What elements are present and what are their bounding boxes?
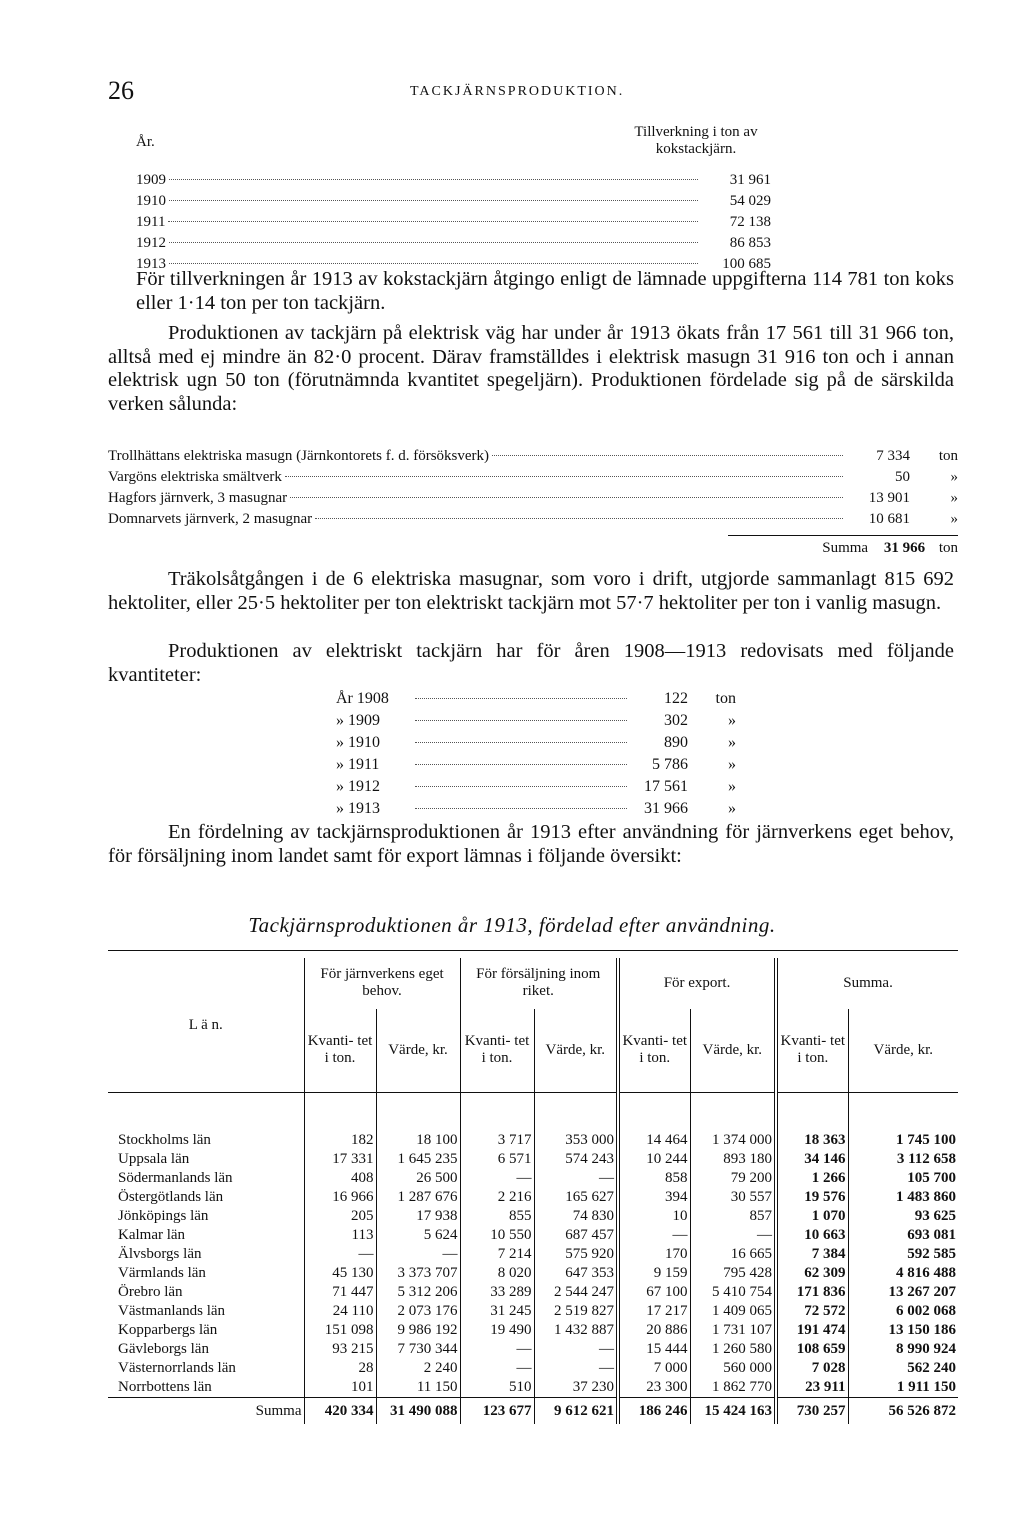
paragraph-electric-years: Produktionen av elektriskt tackjärn har för åren 1908—1913 redovisats med följande kvantiteter:	[108, 640, 954, 686]
data-cell: 108 659	[776, 1340, 848, 1359]
data-cell: 2 240	[376, 1359, 460, 1378]
leader-dots	[169, 200, 698, 201]
table-row	[108, 1359, 958, 1378]
coke-iron-table-header	[136, 120, 786, 172]
value-subheader: Värde, kr.	[848, 1009, 958, 1093]
sum-label: Summa	[108, 1398, 304, 1425]
spacer-cell	[618, 1093, 690, 1132]
value-subheader: Värde, kr.	[534, 1009, 618, 1093]
data-cell: 855	[460, 1207, 534, 1226]
lan-name: Gävleborgs län	[118, 1341, 209, 1357]
data-cell: 394	[618, 1188, 690, 1207]
data-cell: 5 624	[376, 1226, 460, 1245]
works-value: 7 334	[876, 448, 910, 464]
distribution-table-body	[108, 1093, 958, 1425]
own-use-header: För järnverkens eget behov.	[304, 958, 460, 1009]
data-cell: 7 000	[618, 1359, 690, 1378]
data-cell: 93 215	[304, 1340, 376, 1359]
quantity-cell: 31 966	[644, 800, 688, 817]
data-cell: 165 627	[534, 1188, 618, 1207]
data-cell: 1 911 150	[848, 1378, 958, 1398]
data-cell: 8 990 924	[848, 1340, 958, 1359]
works-name: Vargöns elektriska smältverk	[108, 469, 282, 485]
distribution-table	[108, 958, 958, 1424]
data-cell: —	[376, 1245, 460, 1264]
table-row	[108, 1283, 958, 1302]
table-row	[108, 1169, 958, 1188]
data-cell: 8 020	[460, 1264, 534, 1283]
year-column-header: År.	[136, 134, 155, 150]
works-name: Domnarvets järnverk, 2 masugnar	[108, 511, 313, 527]
data-cell: 647 353	[534, 1264, 618, 1283]
works-total-rule	[728, 535, 958, 536]
spacer-cell	[776, 1093, 848, 1132]
lan-name: Kalmar län	[118, 1227, 186, 1243]
works-unit: ton	[938, 448, 958, 464]
table-row	[108, 1245, 958, 1264]
data-cell: 67 100	[618, 1283, 690, 1302]
data-cell: 6 571	[460, 1150, 534, 1169]
table-row	[108, 1264, 958, 1283]
electric-iron-rows	[336, 690, 736, 822]
lan-header: L ä n.	[108, 958, 304, 1093]
data-cell: —	[460, 1169, 534, 1188]
table-row	[108, 1207, 958, 1226]
spacer-cell	[534, 1093, 618, 1132]
works-value: 50	[895, 469, 910, 485]
data-cell: 23 911	[776, 1378, 848, 1398]
data-cell: 1 745 100	[848, 1131, 958, 1150]
electric-iron-row	[336, 756, 736, 778]
quantity-cell: 122	[664, 690, 688, 707]
data-cell: 7 730 344	[376, 1340, 460, 1359]
lan-name: Värmlands län	[118, 1265, 206, 1281]
electric-iron-row	[336, 690, 736, 712]
leader-dots	[168, 221, 698, 222]
electric-iron-years-table	[336, 690, 736, 822]
sum-cell: 56 526 872	[848, 1398, 958, 1425]
unit-cell: »	[728, 778, 736, 795]
data-cell: 11 150	[376, 1378, 460, 1398]
spacer-row	[108, 1093, 958, 1132]
spacer-cell	[376, 1093, 460, 1132]
leader-dots	[285, 476, 843, 477]
coke-iron-row	[136, 235, 771, 256]
data-cell: 353 000	[534, 1131, 618, 1150]
electric-iron-row	[336, 778, 736, 800]
lan-name: Västmanlands län	[118, 1303, 226, 1319]
year-cell: 1912	[136, 235, 166, 251]
lan-name: Södermanlands län	[118, 1170, 233, 1186]
data-cell: 170	[618, 1245, 690, 1264]
data-cell: 19 576	[776, 1188, 848, 1207]
data-cell: 1 483 860	[848, 1188, 958, 1207]
lan-name: Örebro län	[118, 1284, 183, 1300]
lan-name: Östergötlands län	[118, 1189, 224, 1205]
electric-iron-row	[336, 712, 736, 734]
data-cell: 74 830	[534, 1207, 618, 1226]
data-cell: 171 836	[776, 1283, 848, 1302]
works-row	[108, 469, 958, 490]
data-cell: 1 266	[776, 1169, 848, 1188]
data-cell: 893 180	[690, 1150, 776, 1169]
paragraph-coke-consumption	[108, 268, 954, 315]
data-cell: —	[690, 1226, 776, 1245]
data-cell: 101	[304, 1378, 376, 1398]
data-cell: 71 447	[304, 1283, 376, 1302]
data-cell: 858	[618, 1169, 690, 1188]
data-cell: 20 886	[618, 1321, 690, 1340]
data-cell: 3 717	[460, 1131, 534, 1150]
spacer-cell	[304, 1093, 376, 1132]
data-cell: 1 645 235	[376, 1150, 460, 1169]
data-cell: 79 200	[690, 1169, 776, 1188]
data-cell: 26 500	[376, 1169, 460, 1188]
table-caption: Tackjärnsproduktionen år 1913, fördelad efter användning.	[248, 913, 776, 937]
works-unit: »	[950, 511, 958, 527]
data-cell: 510	[460, 1378, 534, 1398]
data-cell: 45 130	[304, 1264, 376, 1283]
data-cell: 17 331	[304, 1150, 376, 1169]
data-cell: 10 550	[460, 1226, 534, 1245]
leader-dots	[492, 455, 843, 456]
coke-iron-row	[136, 214, 771, 235]
works-total-unit: ton	[938, 540, 958, 556]
sum-cell: 31 490 088	[376, 1398, 460, 1425]
data-cell: 191 474	[776, 1321, 848, 1340]
data-cell: 16 966	[304, 1188, 376, 1207]
lan-name: Västernorrlands län	[118, 1360, 236, 1376]
year-cell: År 1908	[336, 690, 389, 707]
data-cell: 62 309	[776, 1264, 848, 1283]
table-row	[108, 1226, 958, 1245]
data-cell: —	[304, 1245, 376, 1264]
leader-dots	[415, 808, 627, 809]
table-row	[108, 1188, 958, 1207]
data-cell: 10 244	[618, 1150, 690, 1169]
works-name: Hagfors järnverk, 3 masugnar	[108, 490, 288, 506]
data-cell: 17 217	[618, 1302, 690, 1321]
data-cell: 1 287 676	[376, 1188, 460, 1207]
leader-dots	[415, 764, 627, 765]
data-cell: 24 110	[304, 1302, 376, 1321]
year-cell: » 1909	[336, 712, 380, 729]
lan-name: Kopparbergs län	[118, 1322, 218, 1338]
works-row	[108, 490, 958, 511]
domestic-sale-header: För försäljning inom riket.	[460, 958, 618, 1009]
data-cell: —	[618, 1226, 690, 1245]
electric-iron-row	[336, 800, 736, 822]
table-row	[108, 1131, 958, 1150]
data-cell: 28	[304, 1359, 376, 1378]
production-column-header: Tillverkning i ton av kokstackjärn.	[634, 124, 758, 157]
data-cell: 592 585	[848, 1245, 958, 1264]
data-cell: 10 663	[776, 1226, 848, 1245]
leader-dots	[415, 786, 627, 787]
year-cell: 1911	[136, 214, 166, 230]
data-cell: —	[460, 1340, 534, 1359]
data-cell: 1 260 580	[690, 1340, 776, 1359]
data-cell: 2 519 827	[534, 1302, 618, 1321]
data-cell: 562 240	[848, 1359, 958, 1378]
data-cell: 3 373 707	[376, 1264, 460, 1283]
data-cell: 151 098	[304, 1321, 376, 1340]
data-cell: 2 544 247	[534, 1283, 618, 1302]
data-cell: —	[534, 1169, 618, 1188]
value-subheader: Värde, kr.	[690, 1009, 776, 1093]
data-cell: 9 986 192	[376, 1321, 460, 1340]
sum-cell: 123 677	[460, 1398, 534, 1425]
sum-cell: 186 246	[618, 1398, 690, 1425]
works-value: 13 901	[868, 490, 910, 506]
data-cell: 795 428	[690, 1264, 776, 1283]
paragraph-text: För tillverkningen år 1913 av kokstackjärn åtgingo enligt de lämnade uppgifterna 114 781 ton koks eller 1·14 ton per ton tackjärn.	[136, 268, 954, 314]
data-cell: 1 409 065	[690, 1302, 776, 1321]
spacer-cell	[460, 1093, 534, 1132]
data-cell: 693 081	[848, 1226, 958, 1245]
production-cell: 72 138	[729, 214, 771, 230]
data-cell: 7 214	[460, 1245, 534, 1264]
lan-name: Jönköpings län	[118, 1208, 209, 1224]
data-cell: 13 150 186	[848, 1321, 958, 1340]
spacer-cell	[848, 1093, 958, 1132]
caption-rule	[108, 950, 958, 951]
works-total-label: Summa	[822, 540, 869, 556]
quantity-cell: 5 786	[652, 756, 688, 773]
data-cell: 3 112 658	[848, 1150, 958, 1169]
data-cell: 15 444	[618, 1340, 690, 1359]
data-cell: 182	[304, 1131, 376, 1150]
unit-cell: »	[728, 734, 736, 751]
year-cell: » 1910	[336, 734, 380, 751]
leader-dots	[415, 720, 627, 721]
data-cell: 113	[304, 1226, 376, 1245]
paragraph-charcoal: Träkolsåtgången i de 6 elektriska masugnar, som voro i drift, utgjorde sammanlagt 815 692 hektoliter, eller 25·5 hektoliter per ton elektriskt tackjärn mot 57·7 hektoliter per ton i vanlig masugn.	[108, 568, 954, 614]
quantity-subheader: Kvanti- tet i ton.	[460, 1009, 534, 1093]
leader-dots	[415, 698, 627, 699]
page-number: 26	[108, 76, 134, 105]
data-cell: 72 572	[776, 1302, 848, 1321]
sum-cell: 15 424 163	[690, 1398, 776, 1425]
electric-iron-row	[336, 734, 736, 756]
data-cell: 2 073 176	[376, 1302, 460, 1321]
table-row	[108, 1378, 958, 1398]
sum-row	[108, 1398, 958, 1425]
data-cell: 1 374 000	[690, 1131, 776, 1150]
lan-name: Älvsborgs län	[118, 1246, 202, 1262]
works-total	[108, 540, 958, 557]
data-cell: 9 159	[618, 1264, 690, 1283]
works-rows	[108, 448, 958, 532]
data-cell: 408	[304, 1169, 376, 1188]
data-cell: 14 464	[618, 1131, 690, 1150]
leader-dots	[169, 242, 698, 243]
table-row	[108, 1340, 958, 1359]
quantity-cell: 17 561	[644, 778, 688, 795]
data-cell: 17 938	[376, 1207, 460, 1226]
data-cell: 23 300	[618, 1378, 690, 1398]
unit-cell: »	[728, 800, 736, 817]
coke-iron-row	[136, 193, 771, 214]
spacer-cell	[108, 1093, 304, 1132]
lan-name: Norrbottens län	[118, 1379, 212, 1395]
leader-dots	[415, 742, 627, 743]
data-cell: —	[460, 1359, 534, 1378]
data-cell: 1 731 107	[690, 1321, 776, 1340]
unit-cell: ton	[715, 690, 736, 707]
data-cell: 4 816 488	[848, 1264, 958, 1283]
works-total-value: 31 966	[883, 540, 926, 556]
data-cell: 6 002 068	[848, 1302, 958, 1321]
data-cell: 105 700	[848, 1169, 958, 1188]
quantity-subheader: Kvanti- tet i ton.	[618, 1009, 690, 1093]
data-cell: 574 243	[534, 1150, 618, 1169]
production-cell: 31 961	[729, 172, 771, 188]
quantity-cell: 302	[664, 712, 688, 729]
year-cell: » 1912	[336, 778, 380, 795]
coke-iron-table	[136, 120, 786, 277]
production-cell: 100 685	[722, 256, 771, 272]
data-cell: 857	[690, 1207, 776, 1226]
lan-name: Stockholms län	[118, 1132, 211, 1148]
table-row	[108, 1321, 958, 1340]
year-cell: 1910	[136, 193, 166, 209]
data-cell: 10	[618, 1207, 690, 1226]
data-cell: 18 363	[776, 1131, 848, 1150]
works-list	[108, 448, 958, 557]
works-value: 10 681	[868, 511, 910, 527]
production-cell: 86 853	[729, 235, 771, 251]
value-subheader: Värde, kr.	[376, 1009, 460, 1093]
running-head: TACKJÄRNSPRODUKTION.	[410, 84, 625, 99]
data-cell: 33 289	[460, 1283, 534, 1302]
sum-cell: 730 257	[776, 1398, 848, 1425]
sum-header: Summa.	[776, 958, 958, 1009]
data-cell: 37 230	[534, 1378, 618, 1398]
table-row	[108, 1302, 958, 1321]
data-cell: 1 070	[776, 1207, 848, 1226]
works-row	[108, 448, 958, 469]
data-cell: 19 490	[460, 1321, 534, 1340]
data-cell: 560 000	[690, 1359, 776, 1378]
export-header: För export.	[618, 958, 776, 1009]
quantity-subheader: Kvanti- tet i ton.	[304, 1009, 376, 1093]
data-cell: 1 432 887	[534, 1321, 618, 1340]
leader-dots	[169, 179, 698, 180]
leader-dots	[315, 518, 843, 519]
works-row	[108, 511, 958, 532]
data-cell: 16 665	[690, 1245, 776, 1264]
data-cell: 31 245	[460, 1302, 534, 1321]
works-name: Trollhättans elektriska masugn (Järnkontorets f. d. försöksverk)	[108, 448, 490, 464]
data-cell: 1 862 770	[690, 1378, 776, 1398]
coke-iron-rows	[136, 172, 786, 277]
data-cell: —	[534, 1359, 618, 1378]
data-cell: 5 312 206	[376, 1283, 460, 1302]
lan-name: Uppsala län	[118, 1151, 190, 1167]
spacer-cell	[690, 1093, 776, 1132]
data-cell: 575 920	[534, 1245, 618, 1264]
data-cell: 13 267 207	[848, 1283, 958, 1302]
data-cell: 205	[304, 1207, 376, 1226]
year-cell: » 1913	[336, 800, 380, 817]
data-cell: 2 216	[460, 1188, 534, 1207]
works-unit: »	[950, 490, 958, 506]
data-cell: 7 384	[776, 1245, 848, 1264]
data-cell: 34 146	[776, 1150, 848, 1169]
data-cell: 7 028	[776, 1359, 848, 1378]
year-cell: » 1911	[336, 756, 380, 773]
leader-dots	[290, 497, 843, 498]
sum-cell: 9 612 621	[534, 1398, 618, 1425]
paragraph-distribution: En fördelning av tackjärnsproduktionen år 1913 efter användning för järnverkens eget behov, för försäljning inom landet samt för export lämnas i följande översikt:	[108, 821, 954, 867]
quantity-cell: 890	[664, 734, 688, 751]
quantity-subheader: Kvanti- tet i ton.	[776, 1009, 848, 1093]
data-cell: 30 557	[690, 1188, 776, 1207]
works-unit: »	[950, 469, 958, 485]
data-cell: 687 457	[534, 1226, 618, 1245]
unit-cell: »	[728, 712, 736, 729]
sum-cell: 420 334	[304, 1398, 376, 1425]
coke-iron-row	[136, 172, 771, 193]
production-cell: 54 029	[729, 193, 771, 209]
year-cell: 1909	[136, 172, 166, 188]
paragraph-electric-production: Produktionen av tackjärn på elektrisk väg har under år 1913 ökats från 17 561 till 31 966 ton, alltså med ej mindre än 82·0 procent. Därav framställdes i elektrisk masugn 31 916 ton och i annan elektrisk ugn 50 ton (förutnämnda kvantitet spegeljärn). Produktionen fördelade sig på de särskilda verken sålunda:	[108, 322, 954, 415]
unit-cell: »	[728, 756, 736, 773]
data-cell: —	[534, 1340, 618, 1359]
table-row	[108, 1150, 958, 1169]
data-cell: 5 410 754	[690, 1283, 776, 1302]
year-cell: 1913	[136, 256, 166, 272]
data-cell: 93 625	[848, 1207, 958, 1226]
leader-dots	[169, 263, 698, 264]
data-cell: 18 100	[376, 1131, 460, 1150]
